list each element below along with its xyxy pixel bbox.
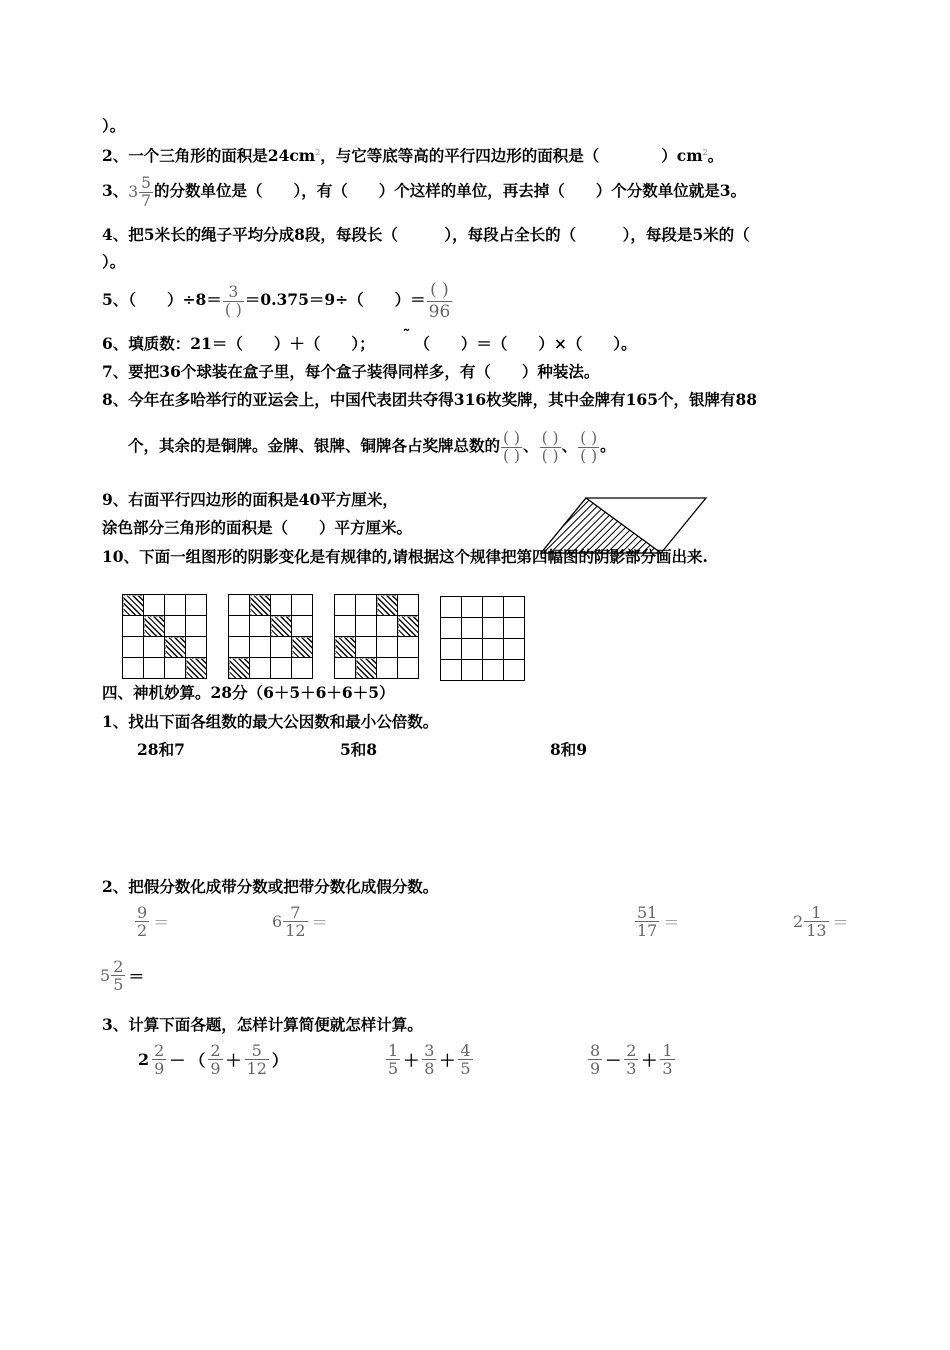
grid-cell[interactable] <box>504 639 525 660</box>
q3-frac-num: 5 <box>141 173 152 192</box>
s3-e2-plus-2: ＋ <box>439 1051 456 1070</box>
grid-cell-shaded <box>356 658 377 679</box>
s2-item-3-num: 51 <box>637 903 658 922</box>
q8-gold-num: ( ) <box>503 428 521 447</box>
s2-item-2-whole: 6 <box>272 912 283 931</box>
grid-cell <box>356 637 377 658</box>
s2-item-4-num: 1 <box>811 903 822 922</box>
s2-item-1 <box>134 904 169 939</box>
grid-cell <box>292 595 313 616</box>
q8-blank-gold <box>501 430 522 465</box>
grid-cell <box>271 637 292 658</box>
q3-whole: 3 <box>128 183 139 201</box>
s3-title: 3、计算下面各题，怎样计算简便就怎样计算。 <box>102 1015 423 1034</box>
s3-e1-lparen: （ <box>189 1051 206 1070</box>
grid-cell <box>271 658 292 679</box>
s1-pair-2: 5和8 <box>340 740 378 759</box>
grid-cell <box>123 637 144 658</box>
pattern-grid-2 <box>228 594 313 679</box>
grid-cell <box>335 658 356 679</box>
s3-expr-2 <box>385 1042 474 1077</box>
q4-line1: 4、把5米长的绳子平均分成8段，每段长（ ），每段占全长的（ ），每段是5米的（ <box>102 225 750 244</box>
s3-e3-frac-c <box>660 1042 674 1077</box>
q5-fraction-2 <box>427 280 453 323</box>
question-7: 7、要把36个球装在盒子里，每个盒子装得同样多，有（ ）种装法。 <box>102 362 600 381</box>
s2-item-1-eq: ＝ <box>153 913 170 932</box>
q8-blank-bronze <box>578 430 599 465</box>
q8-sep-1: 、 <box>523 436 539 455</box>
q8-silver-den: ( ) <box>541 446 559 465</box>
grid-cell <box>398 637 419 658</box>
q8-line2-text: 个，其余的是铜牌。金牌、银牌、铜牌各占奖牌总数的 <box>128 436 501 455</box>
grid-cell <box>123 658 144 679</box>
grid-cell[interactable] <box>462 660 483 681</box>
grid-cell-shaded <box>186 658 207 679</box>
s2-item-5-eq: ＝ <box>128 967 145 986</box>
q5-f2-den: 96 <box>428 301 451 322</box>
grid-cell <box>271 595 292 616</box>
s3-e2-a-num: 1 <box>388 1041 399 1060</box>
grid-cell <box>335 616 356 637</box>
grid-row <box>335 637 419 658</box>
grid-row <box>441 660 525 681</box>
s3-e3-frac-a <box>588 1042 602 1077</box>
q3-fraction <box>139 175 153 210</box>
grid-row <box>335 595 419 616</box>
s3-e2-c-num: 4 <box>460 1041 471 1060</box>
grid-cell[interactable] <box>441 639 462 660</box>
grid-cell <box>229 595 250 616</box>
s3-e3-a-num: 8 <box>590 1041 601 1060</box>
q6-text: 6、填质数：21＝（ ）＋（ ）； <box>102 334 375 353</box>
grid-row <box>229 616 313 637</box>
grid-cell[interactable] <box>504 660 525 681</box>
grid-cell[interactable] <box>483 597 504 618</box>
q5-mid: ＝0.375＝9÷（ ）＝ <box>244 290 426 309</box>
s2-item-1-den: 2 <box>137 921 148 940</box>
q2-post: 。 <box>707 146 724 166</box>
s3-e2-b-num: 3 <box>424 1041 435 1060</box>
grid-cell <box>144 595 165 616</box>
s3-e2-frac-b <box>422 1042 436 1077</box>
grid-cell[interactable] <box>441 660 462 681</box>
grid-cell-shaded <box>144 616 165 637</box>
grid-cell <box>165 616 186 637</box>
q3-text: 的分数单位是（ ），有（ ）个这样的单位，再去掉（ ）个分数单位就是3。 <box>154 181 747 200</box>
s3-e2-frac-a <box>386 1042 400 1077</box>
grid-cell[interactable] <box>441 597 462 618</box>
q9-line2: 涂色部分三角形的面积是（ ）平方厘米。 <box>102 518 413 537</box>
grid-cell[interactable] <box>462 639 483 660</box>
grid-cell <box>292 616 313 637</box>
s3-e1-b-num: 2 <box>210 1041 221 1060</box>
grid-cell[interactable] <box>483 660 504 681</box>
grid-cell <box>335 595 356 616</box>
grid-cell <box>165 595 186 616</box>
grid-cell <box>356 616 377 637</box>
grid-cell <box>186 616 207 637</box>
s2-item-2-eq: ＝ <box>311 913 328 932</box>
s2-title: 2、把假分数化成带分数或把带分数化成假分数。 <box>102 877 439 896</box>
s2-item-2-num: 7 <box>290 903 301 922</box>
grid-cell <box>356 595 377 616</box>
q8-sep-2: 、 <box>561 436 578 455</box>
question-5 <box>102 278 453 323</box>
q8-end: 。 <box>600 436 616 455</box>
s2-item-4-eq: ＝ <box>832 913 849 932</box>
q8-line2 <box>128 424 616 468</box>
grid-cell <box>250 658 271 679</box>
q6-text2: （ ）＝（ ）×（ ）。 <box>414 334 637 353</box>
grid-cell <box>377 658 398 679</box>
s3-e1-c-den: 12 <box>246 1059 267 1078</box>
grid-row <box>123 595 207 616</box>
grid-cell <box>250 616 271 637</box>
s3-e1-plus: ＋ <box>225 1051 242 1070</box>
grid-row <box>229 595 313 616</box>
s2-item-1-num: 9 <box>137 903 148 922</box>
grid-cell <box>292 658 313 679</box>
s1-title: 1、找出下面各组数的最大公因数和最小公倍数。 <box>102 712 439 731</box>
grid-row <box>335 616 419 637</box>
s3-e3-frac-b <box>624 1042 638 1077</box>
s3-e2-b-den: 8 <box>424 1059 435 1078</box>
s3-e3-a-den: 9 <box>590 1059 601 1078</box>
grid-cell-shaded <box>377 595 398 616</box>
s3-e2-plus-1: ＋ <box>403 1051 420 1070</box>
grid-cell-shaded <box>292 637 313 658</box>
s2-item-5-frac <box>111 958 125 993</box>
s2-item-5-num: 2 <box>113 957 124 976</box>
s2-item-5-whole: 5 <box>100 966 111 985</box>
grid-cell <box>250 637 271 658</box>
s2-item-3 <box>634 904 679 939</box>
grid-row <box>441 639 525 660</box>
grid-cell-shaded <box>271 616 292 637</box>
grid-cell <box>186 637 207 658</box>
grid-cell[interactable] <box>483 618 504 639</box>
s3-e2-c-den: 5 <box>460 1059 471 1078</box>
s3-e1-c-num: 5 <box>251 1041 262 1060</box>
pattern-grid-3 <box>334 594 419 679</box>
pattern-grid-1 <box>122 594 207 679</box>
grid-cell-shaded <box>335 637 356 658</box>
grid-row <box>123 616 207 637</box>
s2-item-2-den: 12 <box>285 921 306 940</box>
grid-cell <box>229 637 250 658</box>
s1-pair-1: 28和7 <box>137 740 185 759</box>
s3-e1-a-num: 2 <box>154 1041 165 1060</box>
s3-expr-1 <box>136 1042 290 1077</box>
s2-item-3-frac <box>635 904 659 939</box>
grid-row <box>335 658 419 679</box>
grid-cell <box>398 595 419 616</box>
grid-cell[interactable] <box>441 618 462 639</box>
q5-f1-num: 3 <box>228 282 239 301</box>
q8-bronze-den: ( ) <box>580 446 598 465</box>
s2-item-5-den: 5 <box>113 975 124 994</box>
grid-cell-shaded <box>250 595 271 616</box>
s2-item-3-den: 17 <box>637 921 658 940</box>
q5-f1-den: ( ) <box>224 300 242 319</box>
grid-cell <box>398 658 419 679</box>
s3-e1-frac-b <box>208 1042 222 1077</box>
s3-e1-minus: － <box>169 1051 186 1070</box>
s2-item-4-whole: 2 <box>793 912 804 931</box>
grid-cell <box>123 616 144 637</box>
section-4-title: 四、神机妙算。28分（6＋5＋6＋6＋5） <box>102 683 395 702</box>
s2-item-1-frac <box>135 904 149 939</box>
q1-tail: ）。 <box>102 116 126 135</box>
grid-cell[interactable] <box>483 639 504 660</box>
grid-row <box>441 597 525 618</box>
s3-e3-c-num: 1 <box>662 1041 673 1060</box>
q4-line2: ）。 <box>102 252 126 271</box>
q5-fraction-1 <box>223 284 244 319</box>
grid-cell <box>377 637 398 658</box>
s3-e1-frac-c <box>245 1042 269 1077</box>
question-6 <box>102 326 637 354</box>
grid-cell-shaded <box>123 595 144 616</box>
q5-f2-num: ( ) <box>430 279 449 300</box>
parallelogram-figure <box>540 492 712 554</box>
s3-e3-minus: － <box>605 1051 622 1070</box>
s3-e1-frac-a <box>152 1042 166 1077</box>
grid-cell-shaded <box>165 637 186 658</box>
grid-cell <box>144 637 165 658</box>
q8-blank-silver <box>540 430 561 465</box>
q2-pre: 2、一个三角形的面积是24cm <box>102 146 316 166</box>
s3-expr-3 <box>587 1042 676 1077</box>
s3-e1-a-den: 9 <box>154 1059 165 1078</box>
q5-pre: 5、（ ）÷8＝ <box>102 290 222 309</box>
s2-item-4 <box>793 904 849 939</box>
grid-row <box>229 637 313 658</box>
s3-e1-b-den: 9 <box>210 1059 221 1078</box>
grid-cell[interactable] <box>462 597 483 618</box>
grid-cell <box>377 616 398 637</box>
s3-e2-frac-c <box>458 1042 472 1077</box>
question-3 <box>102 172 746 211</box>
grid-cell[interactable] <box>504 618 525 639</box>
s3-e3-c-den: 3 <box>662 1059 673 1078</box>
question-10: 10、下面一组图形的阴影变化是有规律的,请根据这个规律把第四幅图的阴影部分画出来. <box>102 547 708 566</box>
grid-row <box>123 658 207 679</box>
q9-line1: 9、右面平行四边形的面积是40平方厘米， <box>102 490 398 509</box>
s1-pair-3: 8和9 <box>550 740 588 759</box>
q8-silver-num: ( ) <box>541 428 559 447</box>
s2-item-4-den: 13 <box>806 921 827 940</box>
s3-e1-whole: 2 <box>138 1050 150 1069</box>
s2-item-4-frac <box>804 904 828 939</box>
grid-cell-shaded <box>229 658 250 679</box>
q6-tilde: ˜ <box>402 326 411 345</box>
s3-e1-rparen: ） <box>271 1051 288 1070</box>
grid-row <box>441 618 525 639</box>
grid-cell[interactable] <box>504 597 525 618</box>
s2-item-3-eq: ＝ <box>663 913 680 932</box>
q3-frac-den: 7 <box>141 191 152 210</box>
question-2 <box>102 143 723 166</box>
s2-item-2 <box>272 904 328 939</box>
s3-e3-b-num: 2 <box>626 1041 637 1060</box>
s3-e3-plus: ＋ <box>641 1051 658 1070</box>
s3-e2-a-den: 5 <box>388 1059 399 1078</box>
q3-num: 3、 <box>102 181 129 200</box>
grid-row <box>123 637 207 658</box>
grid-cell <box>144 658 165 679</box>
grid-cell <box>229 616 250 637</box>
grid-row <box>229 658 313 679</box>
grid-cell <box>186 595 207 616</box>
q8-gold-den: ( ) <box>503 446 521 465</box>
q2-mid: ，与它等底等高的平行四边形的面积是（ ）cm <box>320 146 703 166</box>
grid-cell <box>165 658 186 679</box>
s2-item-5 <box>100 958 146 993</box>
grid-cell[interactable] <box>462 618 483 639</box>
q2-sup: 2 <box>315 148 321 157</box>
pattern-grid-4-blank <box>440 596 525 681</box>
s3-e3-b-den: 3 <box>626 1059 637 1078</box>
q2-sup2: 2 <box>702 148 708 157</box>
q8-line1: 8、今年在多哈举行的亚运会上，中国代表团共夺得316枚奖牌，其中金牌有165个，银牌有88 <box>102 390 758 409</box>
grid-cell-shaded <box>398 616 419 637</box>
s2-item-2-frac <box>283 904 307 939</box>
q8-bronze-num: ( ) <box>580 428 598 447</box>
